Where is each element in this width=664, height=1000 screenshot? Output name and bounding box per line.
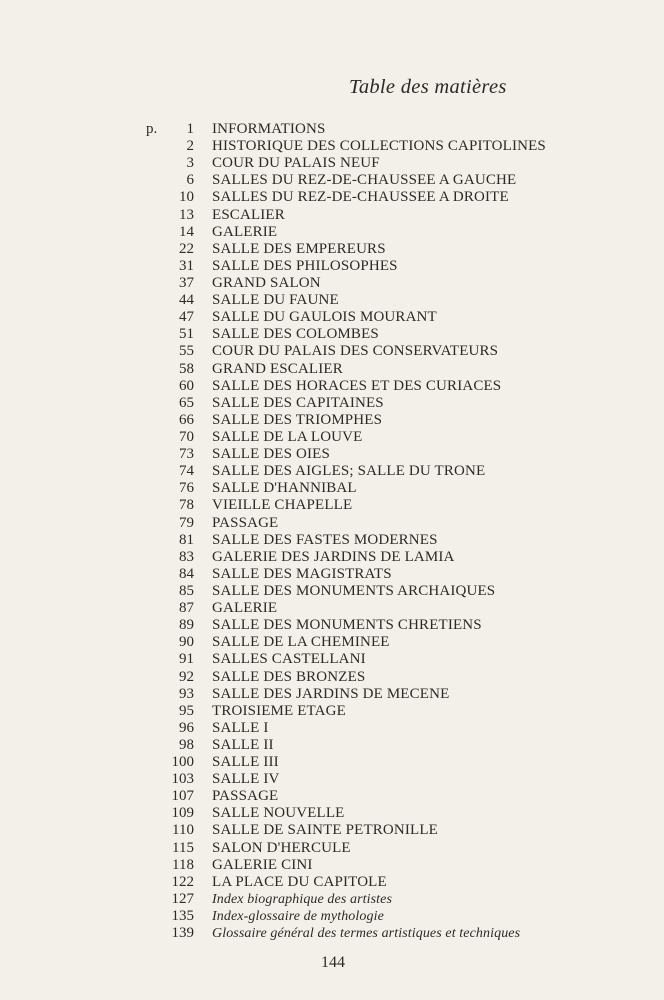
toc-entry-page-number: 85 bbox=[179, 582, 194, 599]
toc-entry-page-number: 70 bbox=[179, 428, 194, 445]
toc-entry bbox=[0, 891, 664, 908]
toc-entry-title: GALERIE bbox=[212, 223, 278, 240]
table-of-contents bbox=[0, 121, 664, 942]
toc-entry-page-number: 84 bbox=[179, 565, 194, 582]
toc-entry bbox=[0, 634, 664, 651]
toc-entry-title: SALLE DES AIGLES; SALLE DU TRONE bbox=[212, 463, 486, 480]
toc-entry-page-number: 51 bbox=[179, 326, 194, 343]
toc-entry-page-number: 96 bbox=[179, 719, 194, 736]
toc-entry-title: SALLE DES JARDINS DE MECENE bbox=[212, 685, 450, 702]
toc-entry bbox=[0, 343, 664, 360]
toc-entry bbox=[0, 224, 664, 241]
toc-entry bbox=[0, 737, 664, 754]
toc-entry-page-number: 139 bbox=[171, 925, 194, 942]
toc-entry-title: LA PLACE DU CAPITOLE bbox=[212, 873, 387, 890]
toc-entry-title: SALLE DE LA LOUVE bbox=[212, 428, 363, 445]
toc-entry-page-number: 1 bbox=[186, 121, 194, 137]
toc-entry-page-number: 73 bbox=[179, 446, 194, 463]
toc-entry bbox=[0, 138, 664, 155]
toc-entry bbox=[0, 515, 664, 532]
toc-entry bbox=[0, 361, 664, 378]
toc-entry-page-number: 89 bbox=[179, 617, 194, 634]
toc-entry-page-number: 110 bbox=[172, 822, 194, 839]
toc-entry bbox=[0, 874, 664, 891]
toc-entry bbox=[0, 754, 664, 771]
toc-entry-page-number: 10 bbox=[179, 189, 194, 206]
toc-entry bbox=[0, 840, 664, 857]
toc-entry-title: SALON D'HERCULE bbox=[212, 839, 351, 856]
toc-entry bbox=[0, 121, 664, 138]
toc-entry-page-number: 98 bbox=[179, 736, 194, 753]
toc-entry-title: Index biographique des artistes bbox=[212, 891, 393, 907]
toc-entry bbox=[0, 566, 664, 583]
toc-entry bbox=[0, 429, 664, 446]
toc-entry-page-number: 13 bbox=[179, 206, 194, 223]
toc-entry bbox=[0, 788, 664, 805]
toc-entry bbox=[0, 549, 664, 566]
toc-entry-page-number: 127 bbox=[171, 890, 194, 907]
toc-entry-page-number: 6 bbox=[186, 172, 194, 189]
toc-entry-title: SALLE I bbox=[212, 719, 269, 736]
toc-entry-page-number: 31 bbox=[179, 257, 194, 274]
toc-entry bbox=[0, 155, 664, 172]
toc-entry-page-number: 92 bbox=[179, 668, 194, 685]
toc-entry bbox=[0, 309, 664, 326]
toc-entry bbox=[0, 651, 664, 668]
toc-entry bbox=[0, 617, 664, 634]
toc-entry-title: SALLE DES PHILOSOPHES bbox=[212, 257, 398, 274]
toc-entry bbox=[0, 480, 664, 497]
toc-entry-title: SALLE DES COLOMBES bbox=[212, 326, 379, 343]
toc-entry bbox=[0, 857, 664, 874]
toc-entry-page-number: 66 bbox=[179, 411, 194, 428]
toc-entry-page-number: 90 bbox=[179, 634, 194, 651]
page-title: Table des matières bbox=[349, 76, 507, 98]
toc-entry bbox=[0, 463, 664, 480]
toc-entry-page-number: 55 bbox=[179, 343, 194, 360]
toc-entry bbox=[0, 805, 664, 822]
toc-entry-page-number: 65 bbox=[179, 394, 194, 411]
toc-entry bbox=[0, 275, 664, 292]
toc-entry-page-number: 3 bbox=[186, 155, 194, 172]
toc-entry-title: SALLE DES EMPEREURS bbox=[212, 240, 386, 257]
toc-entry bbox=[0, 497, 664, 514]
toc-entry-title: GALERIE CINI bbox=[212, 856, 313, 873]
toc-entry-title: VIEILLE CHAPELLE bbox=[212, 497, 353, 514]
toc-entry bbox=[0, 326, 664, 343]
toc-entry-title: SALLE DES MONUMENTS ARCHAIQUES bbox=[212, 582, 496, 599]
toc-entry-title: SALLE D'HANNIBAL bbox=[212, 480, 357, 497]
toc-entry bbox=[0, 720, 664, 737]
toc-entry-page-number: 103 bbox=[171, 771, 194, 788]
toc-entry-title: INFORMATIONS bbox=[212, 121, 326, 137]
toc-entry-page-number: 122 bbox=[171, 873, 194, 890]
toc-entry-title: PASSAGE bbox=[212, 788, 279, 805]
toc-entry bbox=[0, 395, 664, 412]
toc-entry bbox=[0, 908, 664, 925]
toc-entry-title: SALLE DE SAINTE PETRONILLE bbox=[212, 822, 438, 839]
toc-entry-title: SALLE DES MONUMENTS CHRETIENS bbox=[212, 617, 482, 634]
toc-entry-page-number: 47 bbox=[179, 309, 194, 326]
toc-entry-title: SALLE DES TRIOMPHES bbox=[212, 411, 383, 428]
toc-entry bbox=[0, 669, 664, 686]
toc-entry bbox=[0, 189, 664, 206]
toc-entry-page-number: 87 bbox=[179, 600, 194, 617]
toc-entry bbox=[0, 686, 664, 703]
toc-entry-title: SALLE DES BRONZES bbox=[212, 668, 366, 685]
toc-entry-page-number: 60 bbox=[179, 377, 194, 394]
toc-entry-title: HISTORIQUE DES COLLECTIONS CAPITOLINES bbox=[212, 138, 546, 155]
toc-entry-title: SALLE DES OIES bbox=[212, 446, 330, 463]
toc-entry-title: COUR DU PALAIS DES CONSERVATEURS bbox=[212, 343, 499, 360]
toc-entry bbox=[0, 532, 664, 549]
toc-entry-page-number: 78 bbox=[179, 497, 194, 514]
toc-entry-page-number: 22 bbox=[179, 240, 194, 257]
toc-entry-page-number: 135 bbox=[171, 908, 194, 925]
toc-entry bbox=[0, 292, 664, 309]
toc-entry-page-number: 91 bbox=[179, 651, 194, 668]
toc-entry-title: SALLE NOUVELLE bbox=[212, 805, 345, 822]
toc-entry bbox=[0, 207, 664, 224]
toc-entry-title: COUR DU PALAIS NEUF bbox=[212, 155, 380, 172]
toc-entry-title: PASSAGE bbox=[212, 514, 279, 531]
toc-entry-page-number: 93 bbox=[179, 685, 194, 702]
toc-entry-title: GRAND SALON bbox=[212, 274, 321, 291]
toc-entry-title: GRAND ESCALIER bbox=[212, 360, 343, 377]
page-abbreviation-label: p. bbox=[146, 121, 158, 137]
toc-entry-page-number: 107 bbox=[171, 788, 194, 805]
toc-entry bbox=[0, 583, 664, 600]
toc-entry-page-number: 37 bbox=[179, 274, 194, 291]
toc-entry-title: SALLE DU FAUNE bbox=[212, 292, 339, 309]
toc-entry-title: GALERIE DES JARDINS DE LAMIA bbox=[212, 548, 455, 565]
toc-entry-title: SALLE DU GAULOIS MOURANT bbox=[212, 309, 437, 326]
toc-entry-page-number: 58 bbox=[179, 360, 194, 377]
toc-entry bbox=[0, 241, 664, 258]
toc-entry-page-number: 74 bbox=[179, 463, 194, 480]
toc-entry bbox=[0, 600, 664, 617]
toc-entry-page-number: 115 bbox=[172, 839, 194, 856]
toc-entry-title: SALLE IV bbox=[212, 771, 280, 788]
toc-entry-title: Index-glossaire de mythologie bbox=[212, 909, 384, 925]
toc-entry bbox=[0, 412, 664, 429]
toc-entry-title: SALLE DES MAGISTRATS bbox=[212, 565, 392, 582]
toc-entry-title: SALLE II bbox=[212, 736, 274, 753]
toc-entry-page-number: 81 bbox=[179, 531, 194, 548]
page-number: 144 bbox=[321, 954, 345, 971]
toc-entry-page-number: 14 bbox=[179, 223, 194, 240]
toc-entry-page-number: 118 bbox=[172, 856, 194, 873]
toc-entry-title: ESCALIER bbox=[212, 206, 285, 223]
toc-entry-title: SALLES DU REZ-DE-CHAUSSEE A DROITE bbox=[212, 189, 509, 206]
toc-entry-title: GALERIE bbox=[212, 600, 278, 617]
toc-entry-title: TROISIEME ETAGE bbox=[212, 702, 346, 719]
toc-entry bbox=[0, 378, 664, 395]
toc-entry-title: SALLES CASTELLANI bbox=[212, 651, 366, 668]
toc-entry bbox=[0, 925, 664, 942]
toc-entry-title: SALLE DES CAPITAINES bbox=[212, 394, 384, 411]
toc-entry bbox=[0, 771, 664, 788]
toc-list bbox=[0, 121, 664, 942]
toc-entry-page-number: 109 bbox=[171, 805, 194, 822]
toc-entry-page-number: 2 bbox=[186, 138, 194, 155]
toc-entry-title: SALLES DU REZ-DE-CHAUSSEE A GAUCHE bbox=[212, 172, 517, 189]
toc-entry-page-number: 95 bbox=[179, 702, 194, 719]
toc-entry-title: SALLE DE LA CHEMINEE bbox=[212, 634, 390, 651]
toc-entry-page-number: 79 bbox=[179, 514, 194, 531]
toc-entry bbox=[0, 172, 664, 189]
toc-entry-title: SALLE DES HORACES ET DES CURIACES bbox=[212, 377, 502, 394]
toc-entry-page-number: 100 bbox=[171, 754, 194, 771]
toc-entry bbox=[0, 446, 664, 463]
toc-entry-title: Glossaire général des termes artistiques et techniques bbox=[212, 926, 521, 942]
toc-entry-page-number: 44 bbox=[179, 292, 194, 309]
toc-entry bbox=[0, 822, 664, 839]
toc-entry bbox=[0, 258, 664, 275]
toc-entry-page-number: 76 bbox=[179, 480, 194, 497]
toc-entry-page-number: 83 bbox=[179, 548, 194, 565]
toc-entry bbox=[0, 703, 664, 720]
toc-entry-title: SALLE III bbox=[212, 754, 279, 771]
toc-entry-title: SALLE DES FASTES MODERNES bbox=[212, 531, 438, 548]
